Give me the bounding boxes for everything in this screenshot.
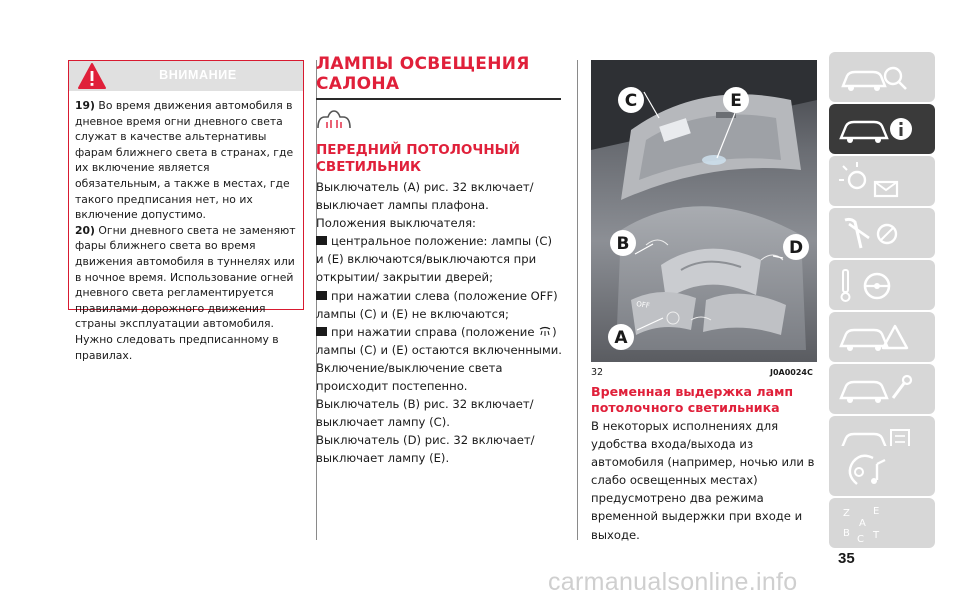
index-letter: E [873, 506, 880, 517]
front-light-title [316, 142, 564, 176]
delay-title-line1: Временная выдержка ламп [591, 384, 794, 399]
warning-header [69, 61, 303, 91]
steering-wheel-icon [829, 260, 935, 310]
callout-letter: C [624, 91, 638, 111]
front-light-title-line2: СВЕТИЛЬНИК [316, 159, 422, 175]
section-title-line1: ЛАМПЫ ОСВЕЩЕНИЯ [316, 54, 530, 74]
side-tab-car-info-active[interactable] [829, 104, 935, 154]
warning-note-20 [75, 223, 297, 363]
front-light-title-line1: ПЕРЕДНИЙ ПОТОЛОЧНЫЙ [316, 142, 520, 158]
delay-title [591, 384, 819, 416]
switch-off-label: OFF [635, 300, 651, 310]
middle-column [316, 54, 564, 468]
page-number: 35 [838, 550, 855, 567]
bullet-lead: при нажатии справа (положение [331, 324, 535, 339]
delay-title-line2: потолочного светильника [591, 400, 780, 415]
bullet-continuation: лампы (C) и (E) остаются включенными. [316, 342, 562, 357]
callout-label-a [608, 324, 634, 350]
index-letter: T [873, 530, 880, 541]
index-letter: C [857, 534, 864, 545]
callout-label-e [723, 87, 749, 113]
car-breakdown-icon [829, 312, 935, 362]
index-letter: A [859, 518, 866, 529]
wrench-car-icon [829, 364, 935, 414]
bullet-close: ) [552, 324, 557, 339]
note-text: Во время движения автомобиля в дневное время огни дневного света служат в качестве альтернативы фарам ближнего света в странах, где их включение является обязательным, а также в местах, где такого предписания нет, но их включение допустимо. [75, 99, 294, 222]
side-tab-car-magnifier[interactable] [829, 52, 935, 102]
watermark: carmanualsonline.info [548, 568, 798, 596]
alphabetical-index-icon [829, 498, 935, 548]
callout-letter: A [614, 328, 628, 348]
bullet-item [316, 232, 564, 250]
paragraph: Выключатель (A) рис. 32 включает/выключает лампы плафона. [316, 180, 534, 213]
side-tab-dashboard-warning[interactable] [829, 156, 935, 206]
callout-letter: B [616, 234, 630, 254]
warning-box [68, 60, 304, 362]
paragraph: Включение/выключение света происходит постепенно. [316, 360, 503, 394]
multimedia-icon [829, 446, 935, 496]
dashboard-warning-icon [829, 156, 935, 206]
right-column [591, 384, 819, 544]
bullet-continuation: и (E) включаются/выключаются при открытии/ закрытии дверей; [316, 252, 537, 285]
column-divider-right [577, 60, 578, 540]
ceiling-lamp-photo [591, 60, 817, 362]
delay-text: В некоторых исполнениях для удобства входа/выхода из автомобиля (например, ночью или в слабо освещенных местах) предусмотрено два режима временной выдержки при входе и выходе. [591, 419, 815, 542]
car-magnifier-icon [829, 52, 935, 102]
paragraph: Выключатель (B) рис. 32 включает/выключает лампу (C). [316, 397, 534, 430]
bullet-item [316, 323, 564, 341]
callout-label-c [618, 87, 644, 113]
index-letter: B [843, 528, 850, 539]
side-tab-multimedia[interactable] [829, 446, 935, 496]
callout-label-d [783, 234, 809, 260]
section-title-line2: САЛОНА [316, 74, 400, 94]
callout-letter: E [730, 91, 742, 111]
warning-note-19 [75, 98, 297, 223]
section-rule [316, 98, 561, 100]
callout-label-b [610, 230, 636, 256]
note-text: Огни дневного света не заменяют фары ближнего света во время движения автомобиля в туннелях или в ночное время. Использование огней дневного света регламентируется правилами дорожного движения страны эксплуатации автомобиля. Нужно следовать предписанному в правилах. [75, 223, 296, 362]
paragraph: Выключатель (D) рис. 32 включает/выключает лампу (E). [316, 433, 535, 466]
bullet-continuation: лампы (C) и (E) не включаются; [316, 306, 509, 321]
bullet-square-icon [316, 327, 327, 336]
side-tab-alphabetical-index[interactable] [829, 498, 935, 548]
lamp-on-symbol-icon [538, 326, 552, 337]
figure-code: J0A0024C [770, 368, 813, 377]
note-number: 19) [75, 99, 95, 112]
section-title [316, 54, 564, 94]
interior-lamp-icon [316, 108, 352, 130]
side-tab-wrench-car[interactable] [829, 364, 935, 414]
bullet-square-icon [316, 291, 327, 300]
warning-title: ВНИМАНИЕ [159, 68, 237, 82]
index-letter: Z [843, 508, 850, 519]
callout-letter: D [788, 238, 804, 258]
side-tab-steering-wheel[interactable] [829, 260, 935, 310]
bullet-square-icon [316, 236, 327, 245]
bullet-lead: при нажатии слева (положение OFF) [331, 288, 558, 303]
seatbelt-safety-icon [829, 208, 935, 258]
figure-number: 32 [591, 367, 604, 378]
side-tab-seatbelt-safety[interactable] [829, 208, 935, 258]
car-info-icon [829, 104, 935, 154]
bullet-lead: центральное положение: лампы (C) [331, 234, 552, 249]
paragraph: Положения выключателя: [316, 216, 476, 231]
note-number: 20) [75, 223, 95, 237]
side-tab-car-breakdown[interactable] [829, 312, 935, 362]
front-light-body [316, 178, 564, 468]
bullet-item [316, 287, 564, 305]
